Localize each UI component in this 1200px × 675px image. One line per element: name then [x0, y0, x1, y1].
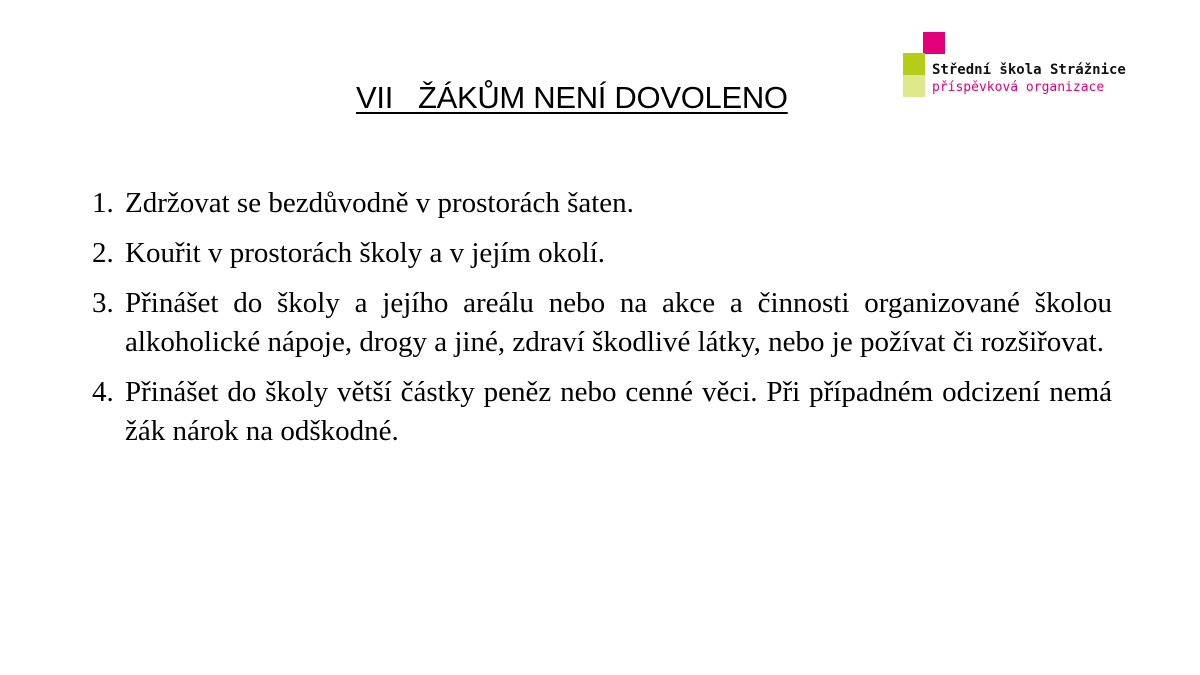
school-logo [900, 30, 1190, 100]
rules-list [92, 184, 1112, 462]
list-item-text: Přinášet do školy a jejího areálu nebo na akce a činnosti organizované školou alkoholické nápoje, drogy a jiné, zdraví škodlivé látky, nebo je požívat či rozšiřovat. [125, 287, 1112, 358]
logo-light-lime-square [903, 75, 925, 97]
list-item [92, 184, 1112, 223]
slide-title: VII ŽÁKŮM NENÍ DOVOLENO [356, 80, 788, 115]
logo-subtitle: příspěvková organizace [932, 80, 1105, 95]
logo-school-name: Střední škola Strážnice [932, 62, 1126, 78]
list-item-number: 1. [92, 187, 114, 219]
logo-magenta-square [923, 32, 945, 54]
list-item [92, 284, 1112, 362]
list-item-text: Přinášet do školy větší částky peněz nebo cenné věci. Při případném odcizení nemá žák nárok na odškodné. [125, 376, 1112, 447]
list-item-number: 4. [92, 376, 114, 408]
list-item-number: 3. [92, 287, 114, 319]
list-item [92, 234, 1112, 273]
list-item-text: Zdržovat se bezdůvodně v prostorách šaten. [125, 187, 634, 219]
logo-text [932, 62, 1126, 96]
list-item-text: Kouřit v prostorách školy a v jejím okolí. [125, 237, 606, 269]
list-item-number: 2. [92, 237, 114, 269]
list-item [92, 373, 1112, 451]
logo-lime-square [903, 53, 925, 75]
